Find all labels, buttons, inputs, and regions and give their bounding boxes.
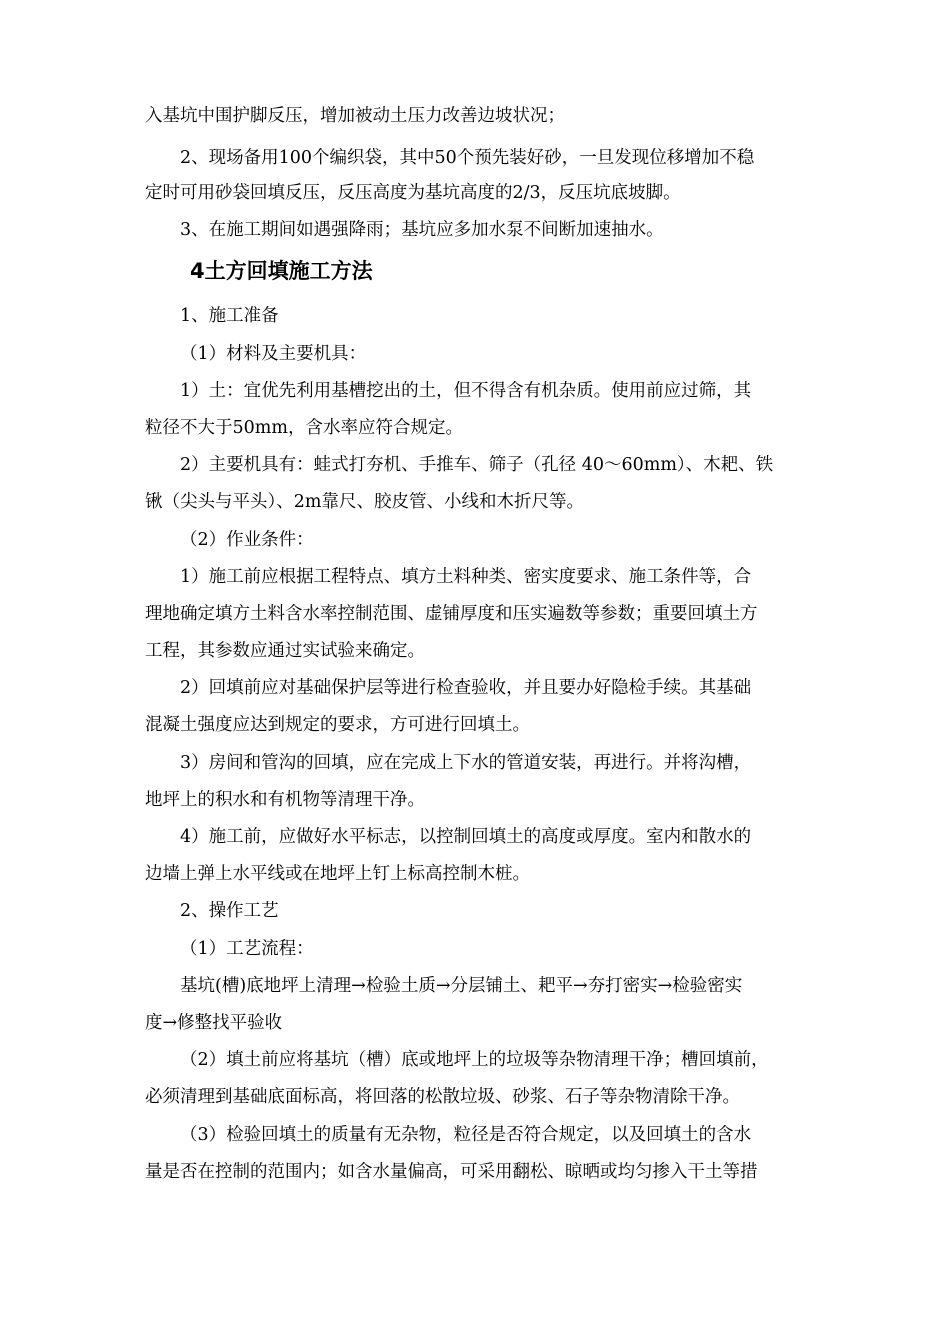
- paragraph-line-21: 2、操作工艺: [180, 901, 279, 921]
- section-heading: 4土方回填施工方法: [190, 259, 373, 283]
- paragraph-line-23: 基坑(槽)底地坪上清理→检验土质→分层铺土、耙平→夯打密实→检验密实: [180, 976, 743, 996]
- paragraph-line-9: 2）主要机具有：蛙式打夯机、手推车、筛子（孔径 40～60mm）、木耙、铁: [180, 455, 774, 475]
- paragraph-line-13: 理地确定填方土料含水率控制范围、虚铺厚度和压实遍数等参数；重要回填土方: [145, 604, 758, 624]
- paragraph-line-4: 3、在施工期间如遇强降雨；基坑应多加水泵不间断加速抽水。: [180, 220, 664, 240]
- paragraph-line-26: 必须清理到基础底面标高，将回落的松散垃圾、砂浆、石子等杂物清除干净。: [145, 1087, 740, 1107]
- paragraph-line-15: 2）回填前应对基础保护层等进行检查验收，并且要办好隐检手续。其基础: [180, 678, 752, 698]
- paragraph-line-22: （1）工艺流程：: [180, 939, 314, 959]
- paragraph-line-5: 1、施工准备: [180, 306, 279, 326]
- paragraph-line-18: 地坪上的积水和有机物等清理干净。: [145, 790, 425, 810]
- paragraph-line-11: （2）作业条件：: [180, 530, 314, 550]
- paragraph-line-27: （3）检验回填土的质量有无杂物，粒径是否符合规定，以及回填土的含水: [180, 1125, 752, 1145]
- paragraph-line-17: 3）房间和管沟的回填，应在完成上下水的管道安装，再进行。并将沟槽，: [180, 753, 752, 773]
- paragraph-line-24: 度→修整找平验收: [145, 1013, 283, 1033]
- paragraph-line-19: 4）施工前，应做好水平标志，以控制回填土的高度或厚度。室内和散水的: [180, 827, 752, 847]
- paragraph-line-2: 2、现场备用100个编织袋，其中50个预先装好砂，一旦发现位移增加不稳: [180, 148, 755, 168]
- paragraph-line-8: 粒径不大于50mm，含水率应符合规定。: [145, 418, 463, 438]
- paragraph-line-25: （2）填土前应将基坑（槽）底或地坪上的垃圾等杂物清理干净；槽回填前，: [180, 1050, 769, 1070]
- paragraph-line-28: 量是否在控制的范围内；如含水量偏高，可采用翻松、晾晒或均匀掺入干土等措: [145, 1162, 758, 1182]
- paragraph-line-1: 入基坑中围护脚反压，增加被动土压力改善边坡状况；: [145, 106, 565, 126]
- paragraph-line-20: 边墙上弹上水平线或在地坪上钉上标高控制木桩。: [145, 864, 530, 884]
- paragraph-line-12: 1）施工前应根据工程特点、填方土料种类、密实度要求、施工条件等，合: [180, 567, 752, 587]
- paragraph-line-3: 定时可用砂袋回填反压，反压高度为基坑高度的2/3，反压坑底坡脚。: [145, 183, 681, 203]
- paragraph-line-14: 工程，其参数应通过实试验来确定。: [145, 641, 425, 661]
- paragraph-line-10: 锹（尖头与平头）、2m靠尺、胶皮管、小线和木折尺等。: [145, 492, 584, 512]
- paragraph-line-16: 混凝土强度应达到规定的要求，方可进行回填土。: [145, 715, 530, 735]
- paragraph-line-7: 1）土：宜优先利用基槽挖出的土，但不得含有机杂质。使用前应过筛，其: [180, 381, 752, 401]
- paragraph-line-6: （1）材料及主要机具：: [180, 344, 367, 364]
